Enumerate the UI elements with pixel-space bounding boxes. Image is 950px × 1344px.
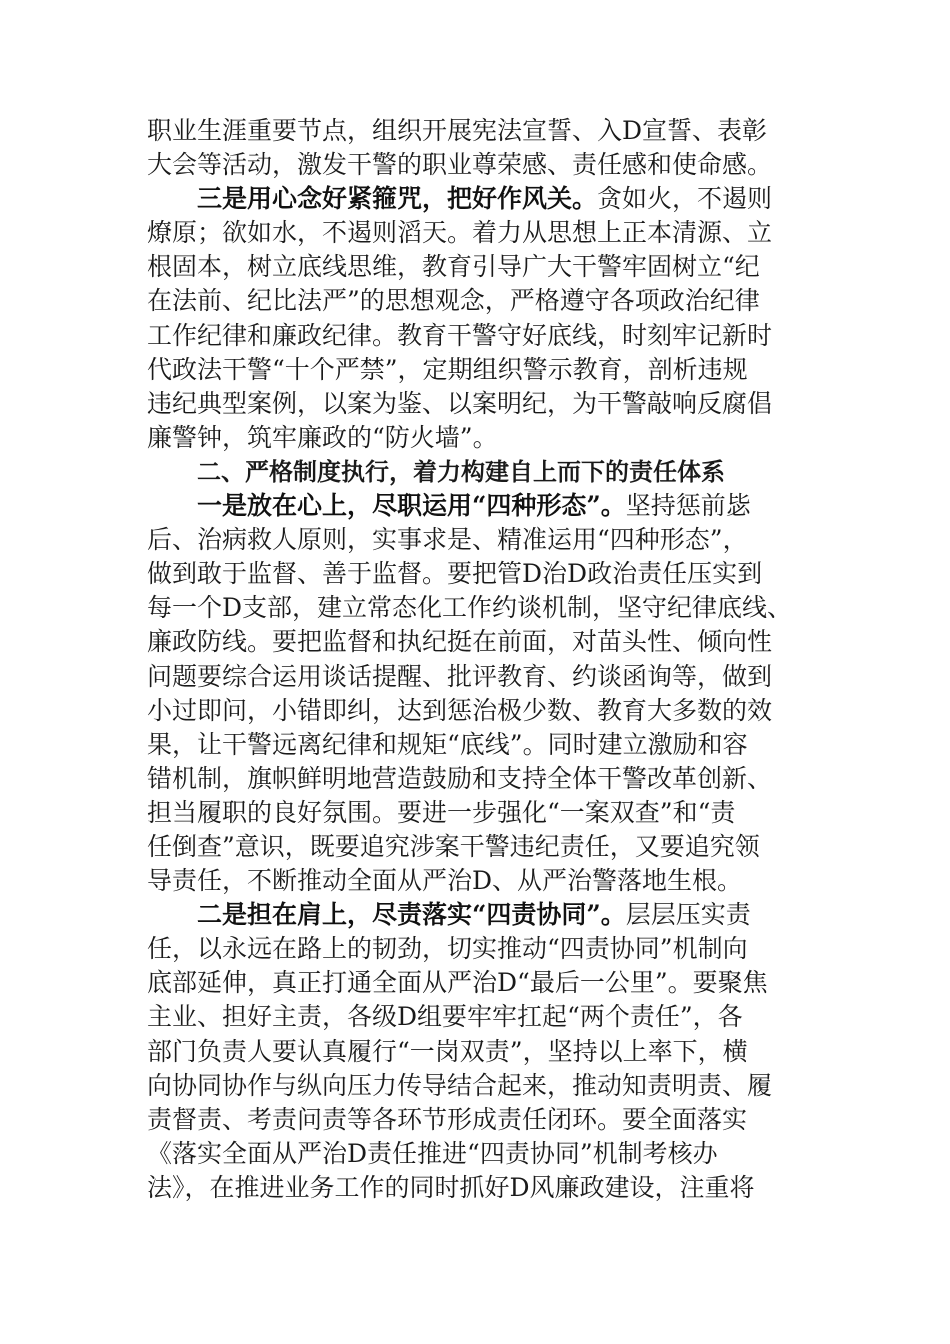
text-line: 廉政防线。要把监督和执纪挺在前面，对苗头性、倾向性 bbox=[147, 627, 773, 657]
text-line: 底部延伸，真正打通全面从严治D“最后一公里”。要聚焦 bbox=[147, 968, 768, 998]
text-line: 违纪典型案例，以案为鉴、以案明纪，为干警敲响反腐倡 bbox=[147, 388, 773, 418]
section-heading: 二、严格制度执行，着力构建自上而下的责任体系 bbox=[197, 457, 725, 486]
text-line: 后、治病救人原则，实事求是、精准运用“四种形态”， bbox=[147, 525, 748, 555]
text-line: 导责任，不断推动全面从严治D、从严治警落地生根。 bbox=[147, 866, 743, 896]
text-line: 责督责、考责问责等各环节形成责任闭环。要全面落实 bbox=[147, 1104, 748, 1134]
text-line bbox=[147, 489, 827, 523]
text-line: 问题要综合运用谈话提醒、批评教育、约谈函询等，做到 bbox=[147, 661, 773, 691]
paragraph-lead: 三是用心念好紧箍咒，把好作风关。 bbox=[197, 184, 598, 214]
text-line: 做到敢于监督、善于监督。要把管D治D政治责任压实到 bbox=[147, 559, 763, 589]
text-line: 部门负责人要认真履行“一岗双责”，坚持以上率下，横 bbox=[147, 1036, 748, 1066]
paragraph bbox=[147, 182, 827, 455]
text-line: 廉警钟，筑牢廉政的“防火墙”。 bbox=[147, 422, 498, 452]
text-line: 任倒查”意识，既要追究涉案干警违纪责任，又要追究领 bbox=[147, 831, 760, 861]
text-line: 法》，在推进业务工作的同时抓好D风廉政建设，注重将 bbox=[147, 1172, 755, 1202]
text-line: 《落实全面从严治D责任推进“四责协同”机制考核办 bbox=[147, 1138, 718, 1168]
text-line: 每一个D支部，建立常态化工作约谈机制，坚守纪律底线、 bbox=[147, 593, 793, 623]
text-line bbox=[147, 182, 827, 216]
text-segment: 层层压实责 bbox=[625, 900, 751, 930]
text-line: 错机制，旗帜鲜明地营造鼓励和支持全体干警改革创新、 bbox=[147, 763, 773, 793]
text-line: 工作纪律和廉政纪律。教育干警守好底线，时刻牢记新时 bbox=[147, 320, 773, 350]
paragraph-lead: 一是放在心上，尽职运用“四种形态”。 bbox=[197, 491, 626, 521]
paragraph-lead: 二是担在肩上，尽责落实“四责协同”。 bbox=[197, 900, 626, 930]
text-line: 燎原；欲如水，不遏则滔天。着力从思想上正本清源、立 bbox=[147, 218, 773, 248]
text-line: 向协同协作与纵向压力传导结合起来，推动知责明责、履 bbox=[147, 1070, 773, 1100]
paragraph bbox=[147, 898, 827, 1205]
document-body bbox=[147, 114, 827, 1205]
text-segment: 坚持惩前毖 bbox=[625, 491, 751, 521]
text-line: 担当履职的良好氛围。要进一步强化“一案双查”和“责 bbox=[147, 797, 736, 827]
text-line: 主业、担好主责，各级D组要牢牢扛起“两个责任”，各 bbox=[147, 1002, 743, 1032]
paragraph bbox=[147, 114, 827, 182]
text-line: 大会等活动，激发干警的职业尊荣感、责任感和使命感。 bbox=[147, 150, 773, 180]
text-line: 果，让干警远离纪律和规矩“底线”。同时建立激励和容 bbox=[147, 729, 748, 759]
text-line: 职业生涯重要节点，组织开展宪法宣誓、入D宣誓、表彰 bbox=[147, 116, 768, 145]
text-line: 任，以永远在路上的韧劲，切实推动“四责协同”机制向 bbox=[147, 934, 748, 964]
text-line: 小过即问，小错即纠，达到惩治极少数、教育大多数的效 bbox=[147, 695, 773, 725]
text-line bbox=[147, 898, 827, 932]
paragraph bbox=[147, 489, 827, 898]
text-line: 根固本，树立底线思维，教育引导广大干警牢固树立“纪 bbox=[147, 252, 760, 282]
text-line: 在法前、纪比法严”的思想观念，严格遵守各项政治纪律 bbox=[147, 286, 760, 316]
text-line: 代政法干警“十个严禁”，定期组织警示教育，剖析违规 bbox=[147, 354, 748, 384]
text-segment: 贪如火，不遏则 bbox=[597, 184, 773, 214]
